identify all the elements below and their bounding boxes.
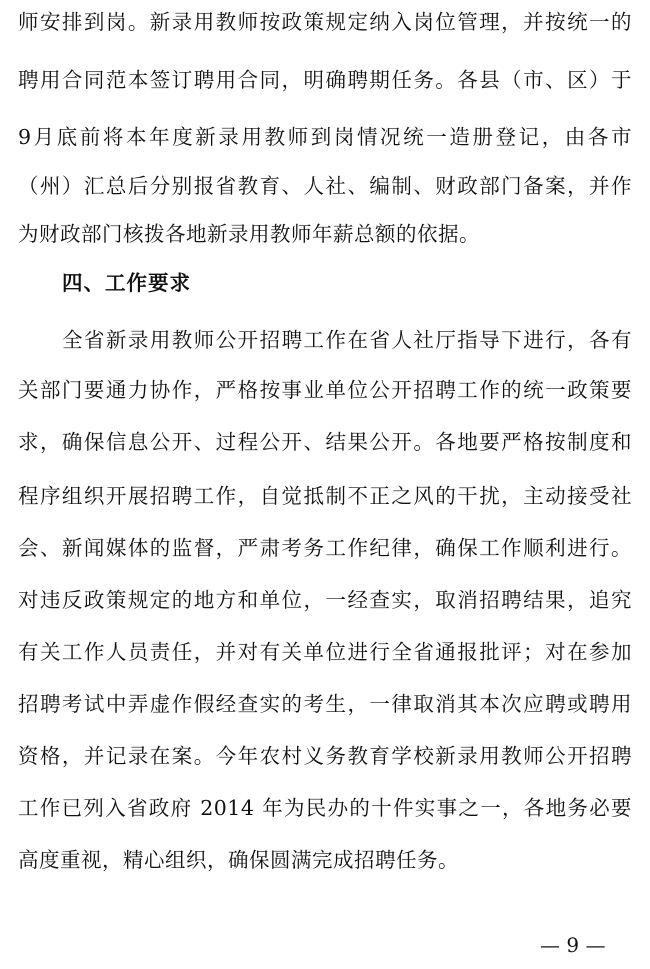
text-line: 9月底前将本年度新录用教师到岗情况统一造册登记，由各市 xyxy=(18,125,632,149)
text-line: （州）汇总后分别报省教育、人社、编制、财政部门备案，并作 xyxy=(18,174,632,198)
text-line: 全省新录用教师公开招聘工作在省人社厅指导下进行，各有 xyxy=(62,328,632,352)
text-line: 程序组织开展招聘工作，自觉抵制不正之风的干扰，主动接受社 xyxy=(18,484,632,508)
text-line: 有关工作人员责任，并对有关单位进行全省通报批评；对在参加 xyxy=(18,640,632,664)
text-line: 招聘考试中弄虚作假经查实的考生，一律取消其本次应聘或聘用 xyxy=(18,692,632,716)
text-line: 资格，并记录在案。今年农村义务教育学校新录用教师公开招聘 xyxy=(18,744,632,768)
text-line: 高度重视，精心组织，确保圆满完成招聘任务。 xyxy=(18,848,459,872)
text-line: 为财政部门核拨各地新录用教师年薪总额的依据。 xyxy=(18,222,480,246)
text-line: 师安排到岗。新录用教师按政策规定纳入岗位管理，并按统一的 xyxy=(18,10,632,34)
text-line: 聘用合同范本签订聘用合同，明确聘期任务。各县（市、区）于 xyxy=(18,68,632,92)
text-line: 关部门要通力协作，严格按事业单位公开招聘工作的统一政策要 xyxy=(18,378,632,402)
text-line: 会、新闻媒体的监督，严肃考务工作纪律，确保工作顺利进行。 xyxy=(18,536,632,560)
text-line: 对违反政策规定的地方和单位，一经查实，取消招聘结果，追究 xyxy=(18,588,632,612)
text-line: 求，确保信息公开、过程公开、结果公开。各地要严格按制度和 xyxy=(18,430,632,454)
section-heading: 四、工作要求 xyxy=(62,271,191,295)
text-line: 工作已列入省政府 2014 年为民办的十件实事之一，各地务必要 xyxy=(18,796,632,820)
page-number: — 9 — xyxy=(540,933,606,957)
